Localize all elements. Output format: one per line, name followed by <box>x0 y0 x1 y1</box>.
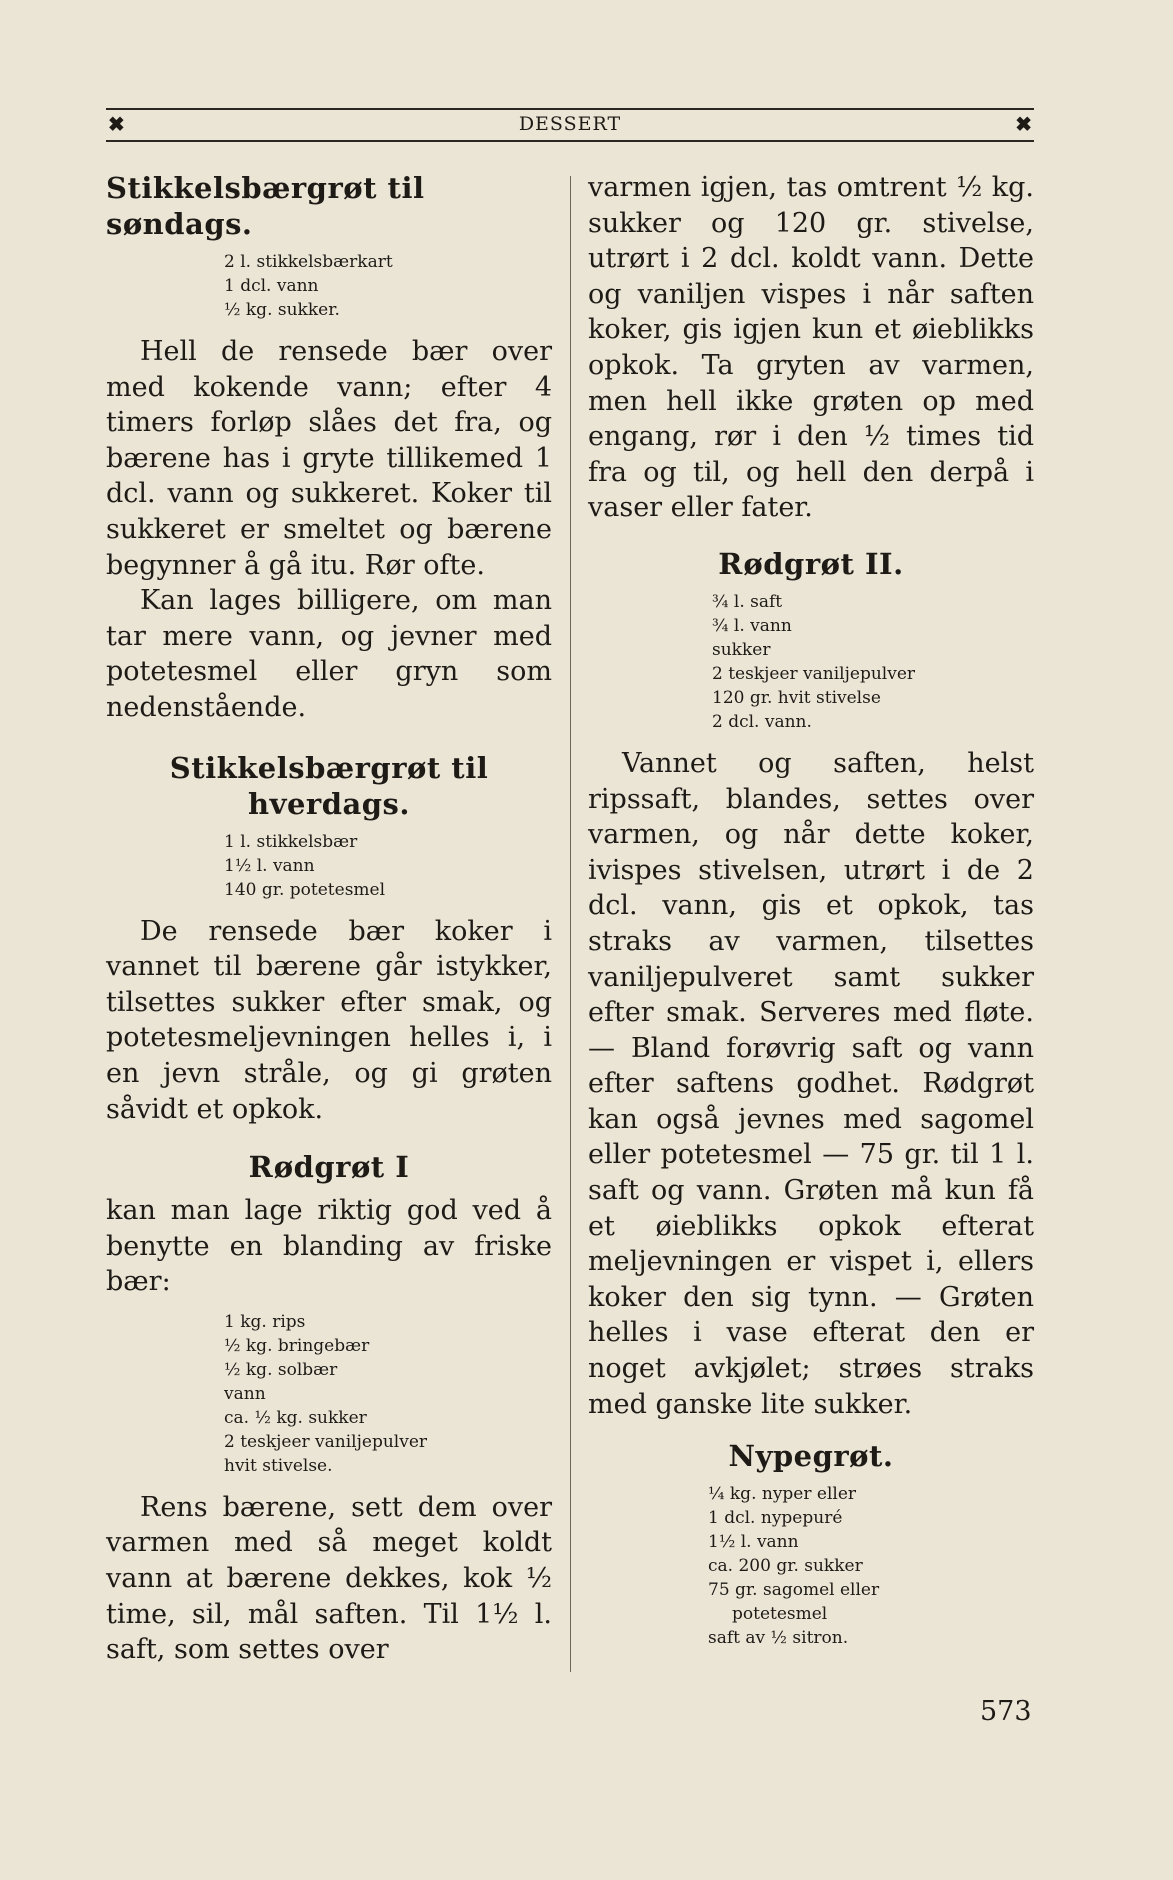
ingredient-item: ca. ½ kg. sukker <box>224 1407 367 1428</box>
header-title: DESSERT <box>518 113 622 135</box>
ingredient-item: 2 teskjeer vaniljepulver <box>224 1431 428 1452</box>
ingredient-item: ¾ l. vann <box>712 615 792 636</box>
ingredient-list-1 <box>106 250 552 322</box>
ingredient-item: 2 dcl. vann. <box>712 711 812 732</box>
ingredient-item: ¼ kg. nyper eller <box>708 1484 857 1505</box>
recipe-paragraph: Rens bærene, sett dem over varmen med så meget koldt vann at bærene dekkes, kok ½ time, sil, mål saften. Til 1½ l. saft, som settes over <box>106 1491 552 1666</box>
recipe-title-nypegrot: Nypegrøt. <box>728 1439 894 1474</box>
ingredient-item: ½ kg. bringebær <box>224 1335 370 1356</box>
page-number: 573 <box>980 1696 1032 1727</box>
ingredient-item: 2 l. stikkelsbærkart <box>224 252 393 272</box>
ingredient-item: vann <box>224 1383 266 1404</box>
ingredient-item: ¾ l. saft <box>712 591 783 612</box>
recipe-paragraph-continued: varmen igjen, tas omtrent ½ kg. sukker og 120 gr. stivelse, utrørt i 2 dcl. koldt vann. Dette og vaniljen vispes i når saften koker, gis igjen kun et øieblikks opkok. Ta gryten av varmen, men hell ikke grøten op med engang, rør i den ½ times tid fra og til, og hell den derpå i vaser eller fater. <box>588 172 1034 524</box>
recipe-paragraph: Hell de rensede bær over med kokende vann; efter 4 timers forløp slåes det fra, og bærene has i gryte tillikemed 1 dcl. vann og sukkeret. Koker til sukkeret er smeltet og bærene begynner å gå itu. Rør ofte. <box>106 336 552 581</box>
ingredient-item: 1 dcl. vann <box>224 276 319 296</box>
ingredient-list-4 <box>588 590 1034 734</box>
ingredient-item: 140 gr. potetesmel <box>224 879 386 900</box>
header-ornament-right-icon: ✖ <box>1015 112 1032 136</box>
header-ornament-left-icon: ✖ <box>108 112 125 136</box>
recipe-title-stikkelsbaergrot-sondags: Stikkelsbærgrøt til søndags. <box>106 171 425 241</box>
recipe-paragraph: Kan lages billigere, om man tar mere vann, og jevner med potetesmel eller gryn som nedenstående. <box>106 585 552 723</box>
right-column <box>588 170 1034 1662</box>
ingredient-list-2 <box>106 830 552 902</box>
ingredient-item: 1 dcl. nypepuré <box>708 1508 843 1529</box>
ingredient-item: 120 gr. hvit stivelse <box>712 687 881 708</box>
header-rule-top <box>106 108 1034 110</box>
ingredient-item: ½ kg. solbær <box>224 1359 338 1380</box>
ingredient-item: 2 teskjeer vaniljepulver <box>712 663 916 684</box>
recipe-paragraph: De rensede bær koker i vannet til bærene går istykker, tilsettes sukker efter smak, og potetesmeljevningen helles i, i en jevn stråle, og gi grøten såvidt et opkok. <box>106 915 552 1125</box>
recipe-title-rodgrot-2: Rødgrøt II. <box>718 546 904 581</box>
ingredient-item: ½ kg. sukker. <box>224 300 340 320</box>
running-header <box>106 108 1034 142</box>
ingredient-item: potetesmel <box>732 1604 828 1625</box>
ingredient-item: 1½ l. vann <box>224 855 315 876</box>
ingredient-item: hvit stivelse. <box>224 1455 333 1476</box>
ingredient-item: 1½ l. vann <box>708 1532 799 1553</box>
left-column <box>106 170 552 1668</box>
recipe-paragraph: Vannet og saften, helst ripssaft, blandes, settes over varmen, og når dette koker, ivispes stivelsen, utrørt i de 2 dcl. vann, gis et opkok, tas straks av varmen, tilsettes vaniljepulveret samt sukker efter smak. Serveres med fløte. — Bland forøvrig saft og vann efter saftens godhet. Rødgrøt kan også jevnes med sagomel eller potetesmel — 75 gr. til 1 l. saft og vann. Grøten må kun få et øieblikks opkok efterat meljevningen er vispet i, ellers koker den sig tynn. — Grøten helles i vase efterat den er noget avkjølet; strøes straks med ganske lite sukker. <box>588 747 1034 1420</box>
ingredient-list-5 <box>588 1482 1034 1650</box>
header-rule-bottom <box>106 140 1034 142</box>
ingredient-item: ca. 200 gr. sukker <box>708 1556 863 1577</box>
ingredient-item: sukker <box>712 639 771 660</box>
column-divider <box>570 176 571 1672</box>
ingredient-item: 75 gr. sagomel eller <box>708 1580 880 1601</box>
recipe-title-rodgrot-1: Rødgrøt I <box>248 1150 410 1185</box>
ingredient-item: 1 l. stikkelsbær <box>224 831 358 852</box>
ingredient-list-3 <box>106 1310 552 1478</box>
ingredient-item: 1 kg. rips <box>224 1311 306 1332</box>
recipe-intro: kan man lage riktig god ved å benytte en blanding av friske bær: <box>106 1195 552 1298</box>
recipe-title-stikkelsbaergrot-hverdags: Stikkelsbærgrøt til hverdags. <box>169 750 489 821</box>
ingredient-item: saft av ½ sitron. <box>708 1628 849 1649</box>
